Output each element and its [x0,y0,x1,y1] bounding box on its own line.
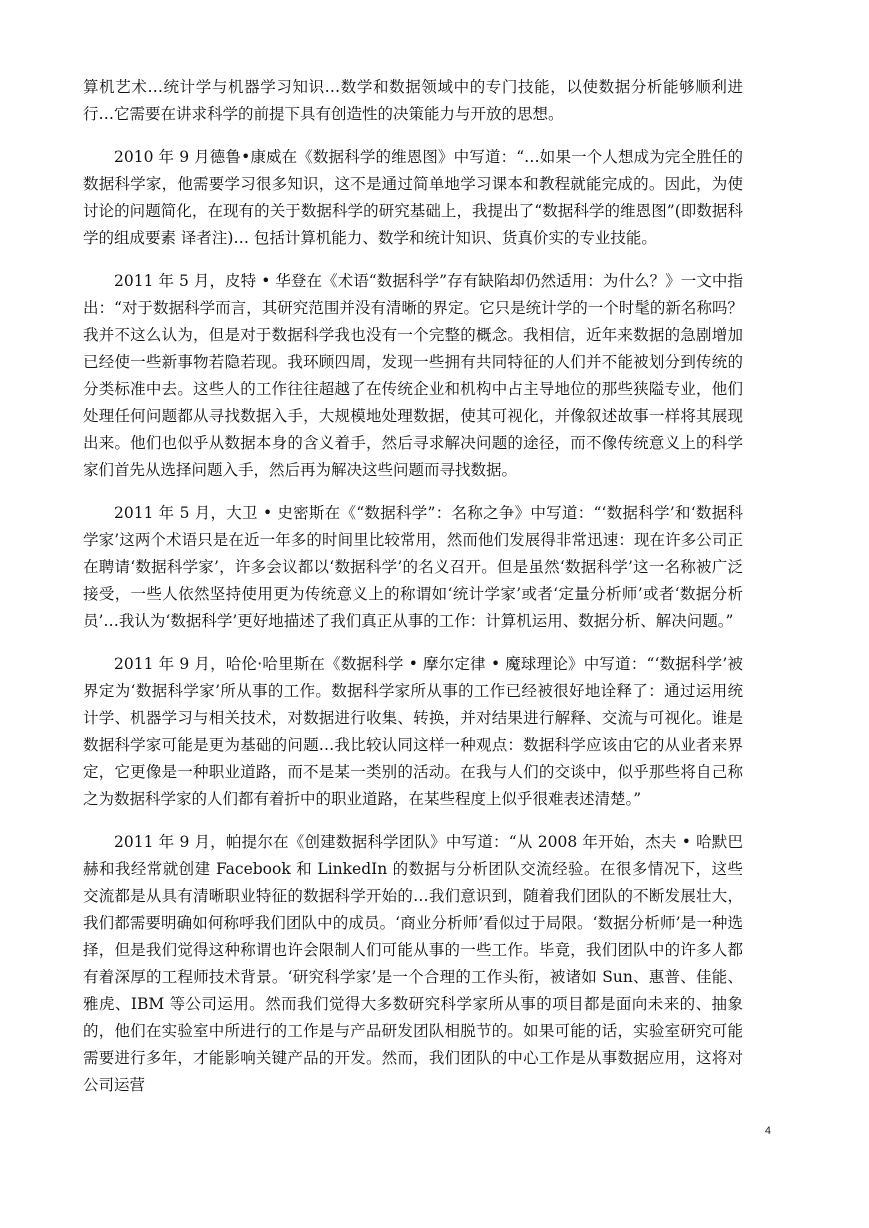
paragraph-patil: 2011 年 9 月，帕提尔在《创建数据科学团队》中写道：“从 2008 年开始，杰夫 • 哈默巴赫和我经常就创建 Facebook 和 LinkedIn 的数据与分析团队交流经验。在很多情况下，这些交流都是从具有清晰职业特征的数据科学开始的…我们意识到，随着我们团队的不断发展壮大，我们都需要明确如何称呼我们团队中的成员。‘商业分析师’看似过于局限。‘数据分析师’是一种选择，但是我们觉得这种称谓也许会限制人们可能从事的一些工作。毕竟，我们团队中的许多人都有着深厚的工程师技术背景。‘研究科学家’是一个合理的工作头衔，被诸如 Sun、惠普、佳能、雅虎、IBM 等公司运用。然而我们觉得大多数研究科学家所从事的项目都是面向未来的、抽象的，他们在实验室中所进行的工作是与产品研发团队相脱节的。如果可能的话，实验室研究可能需要进行多年，才能影响关键产品的开发。然而，我们团队的中心工作是从事数据应用，这将对公司运营 [83,833,743,1094]
document-body [83,74,743,1099]
paragraph-conway: 2010 年 9 月德鲁•康威在《数据科学的维恩图》中写道：“…如果一个人想成为完全胜任的数据科学家，他需要学习很多知识，这不是通过简单地学习课本和教程就能完成的。因此，为使讨论的问题简化，在现有的关于数据科学的研究基础上，我提出了“数据科学的维恩图”(即数据科学的组成要素 译者注)… 包括计算机能力、数学和统计知识、货真价实的专业技能。 [83,148,743,247]
paragraph-warden: 2011 年 5 月，皮特 • 华登在《术语“数据科学”存有缺陷却仍然适用：为什么？》一文中指出：“对于数据科学而言，其研究范围并没有清晰的界定。它只是统计学的一个时髦的新名称吗？我并不这么认为，但是对于数据科学我也没有一个完整的概念。我相信，近年来数据的急剧增加已经使一些新事物若隐若现。我环顾四周，发现一些拥有共同特征的人们并不能被划分到传统的分类标准中去。这些人的工作往往超越了在传统企业和机构中占主导地位的那些狭隘专业，他们处理任何问题都从寻找数据入手，大规模地处理数据，使其可视化，并像叙述故事一样将其展现出来。他们也似乎从数据本身的含义着手，然后寻求解决问题的途径，而不像传统意义上的科学家们首先从选择问题入手，然后再为解决这些问题而寻找数据。 [83,272,743,479]
paragraph-smith: 2011 年 5 月，大卫 • 史密斯在《“数据科学”：名称之争》中写道：“‘数据科学’和‘数据科学家’这两个术语只是在近一年多的时间里比较常用，然而他们发展得非常迅速：现在许多公司正在聘请‘数据科学家’，许多会议都以‘数据科学’的名义召开。但是虽然‘数据科学’这一名称被广泛接受，一些人依然坚持使用更为传统意义上的称谓如‘统计学家’或者‘定量分析师’或者‘数据分析员’…我认为‘数据科学’更好地描述了我们真正从事的工作：计算机运用、数据分析、解决问题。” [83,504,743,630]
paragraph-continuation: 算机艺术…统计学与机器学习知识…数学和数据领域中的专门技能，以使数据分析能够顺利进行…它需要在讲求科学的前提下具有创造性的决策能力与开放的思想。 [83,78,743,123]
paragraph-harris: 2011 年 9 月，哈伦·哈里斯在《数据科学 • 摩尔定律 • 魔球理论》中写道：“‘数据科学’被界定为‘数据科学家’所从事的工作。数据科学家所从事的工作已经被很好地诠释了：通过运用统计学、机器学习与相关技术，对数据进行收集、转换，并对结果进行解释、交流与可视化。谁是数据科学家可能是更为基础的问题…我比较认同这样一种观点：数据科学应该由它的从业者来界定，它更像是一种职业道路，而不是某一类别的活动。在我与人们的交谈中，似乎那些将自己称之为数据科学家的人们都有着折中的职业道路，在某些程度上似乎很难表述清楚。” [83,655,743,808]
page-number: 4 [764,1125,771,1137]
